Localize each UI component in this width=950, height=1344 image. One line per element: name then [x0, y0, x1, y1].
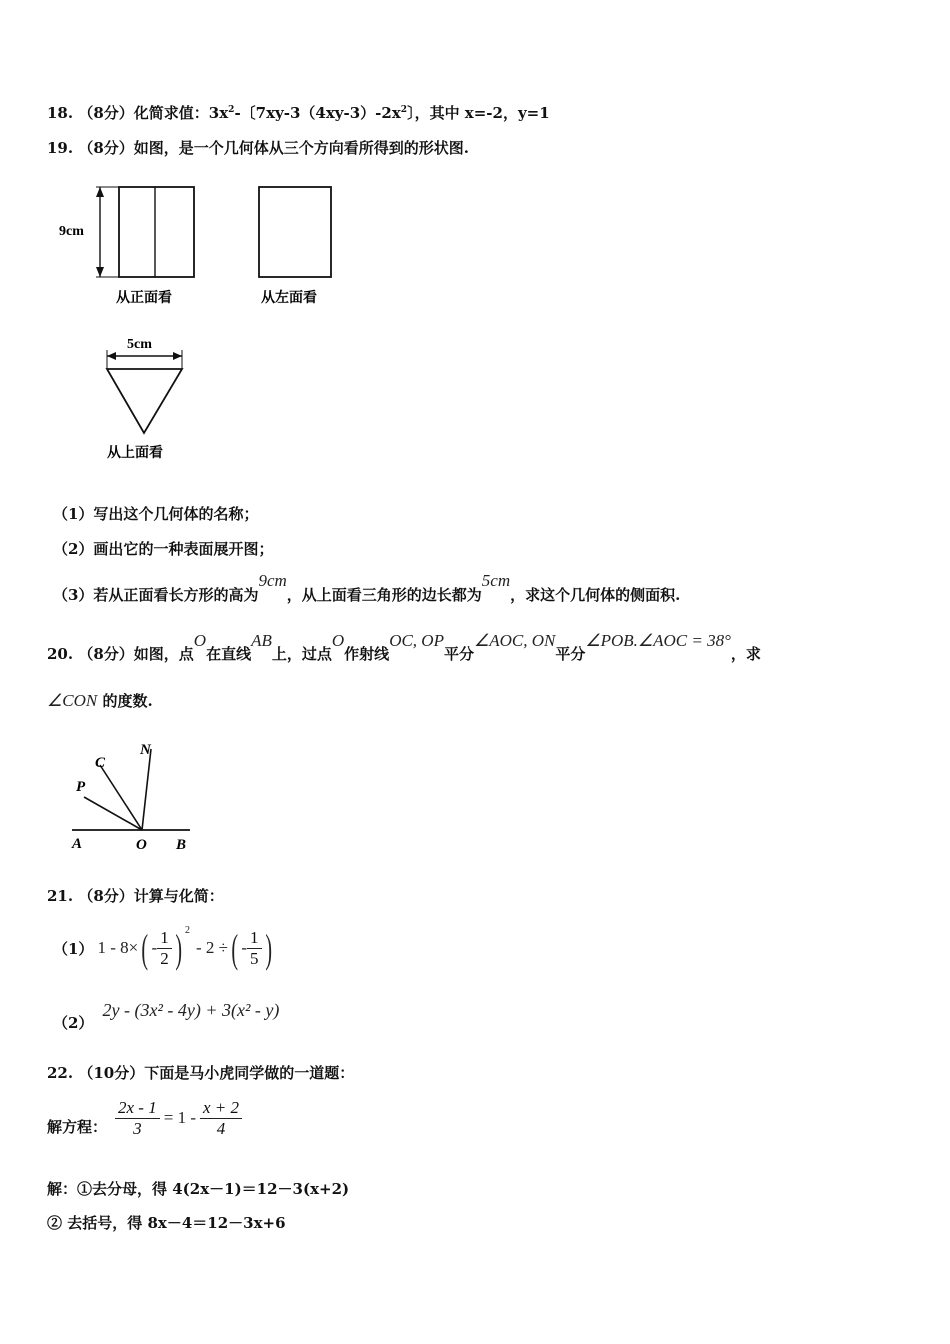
label-O: O: [136, 837, 147, 853]
three-view-figure: [40, 170, 380, 470]
arrow-up-icon: [96, 187, 104, 197]
fraction-left: $\frac{2x - 1}{3}$: [115, 1098, 160, 1139]
label-C: C: [95, 755, 106, 771]
top-view-caption: 从上面看: [107, 446, 163, 461]
question-text: -〔7xy-3（4xy-3）-2x: [234, 104, 401, 122]
question-text: 如图，是一个几何体从三个方向看所得到的形状图.: [133, 139, 470, 157]
question-text: 计算与化简：: [133, 887, 224, 905]
ray-OP: [84, 797, 142, 830]
left-view-rectangle: [259, 187, 331, 277]
height-label: 9cm: [59, 224, 84, 239]
ray-ON: [142, 749, 151, 830]
angle-figure: [60, 735, 210, 860]
question-score: （10分）: [78, 1064, 145, 1082]
question-21: [47, 885, 224, 906]
arrow-right-icon: [173, 352, 182, 360]
sub-question-1: （1）写出这个几何体的名称；: [53, 505, 259, 523]
exponent: 2: [400, 105, 408, 115]
question-text: 下面是马小虎同学做的一道题：: [144, 1064, 355, 1082]
question-text: 化简求值：3x: [133, 104, 229, 122]
expression-2: （2） 2y - (3x² - 4y) + 3(x² - y): [53, 1000, 280, 1032]
left-view-caption: 从左面看: [261, 291, 317, 306]
question-score: （8分）: [78, 139, 134, 157]
arrow-down-icon: [96, 267, 104, 277]
fraction-right: $\frac{x + 2}{4}$: [200, 1098, 242, 1139]
math-9cm: 9cm: [258, 571, 287, 590]
equation: 解方程： $\frac{2x - 1}{3}$ = 1 - $\frac{x + 2}{4}$: [47, 1094, 242, 1142]
question-19: [47, 137, 469, 158]
fraction-one-half: $\frac{1}{2}$: [157, 928, 172, 969]
ray-OC: [100, 765, 142, 830]
question-number: 21.: [47, 887, 74, 905]
arrow-left-icon: [107, 352, 116, 360]
label-P: P: [76, 779, 86, 795]
question-number: 18.: [47, 104, 74, 122]
front-view-rectangle: [119, 187, 194, 277]
math-5cm: 5cm: [481, 571, 511, 590]
question-20-line2: ∠CON 的度数.: [47, 691, 153, 710]
solution-step-1: 解：①去分母，得 4(2x－1)＝12－3(x+2): [47, 1180, 350, 1198]
exponent: 2: [228, 105, 235, 115]
front-view-caption: 从正面看: [116, 291, 172, 306]
question-20: 20. （8分）如图，点O在直线AB上，过点O作射线OC, OP平分∠AOC, ON平分∠POB.∠AOC = 38°，求: [47, 631, 761, 663]
expression-1: （1） 1 - 8× ( - $\frac{1}{2}$ ) 2 - 2 ÷ ( - $\frac{1}{5}$ ): [53, 924, 272, 971]
question-number: 19.: [47, 139, 74, 157]
label-A: A: [72, 836, 83, 852]
question-number: 22.: [47, 1064, 74, 1082]
question-number: 20.: [47, 645, 74, 663]
top-view-triangle: [107, 369, 182, 433]
question-text: 〕，其中 x=-2，y=1: [407, 104, 550, 122]
solution-step-2: ② 去括号，得 8x－4＝12－3x+6: [47, 1214, 286, 1232]
question-18: [47, 102, 550, 123]
label-N: N: [140, 742, 151, 758]
fraction-one-fifth: $\frac{1}{5}$: [247, 928, 262, 969]
question-score: （8分）: [78, 104, 134, 122]
width-label: 5cm: [127, 337, 152, 352]
label-B: B: [176, 837, 187, 853]
question-score: （8分）: [78, 887, 134, 905]
sub-question-2: （2）画出它的一种表面展开图；: [53, 540, 274, 558]
question-score: （8分）: [78, 645, 134, 663]
sub-question-3: （3）若从正面看长方形的高为9cm，从上面看三角形的边长都为5cm，求这个几何体的侧面积.: [53, 571, 681, 604]
question-22: [47, 1062, 354, 1083]
